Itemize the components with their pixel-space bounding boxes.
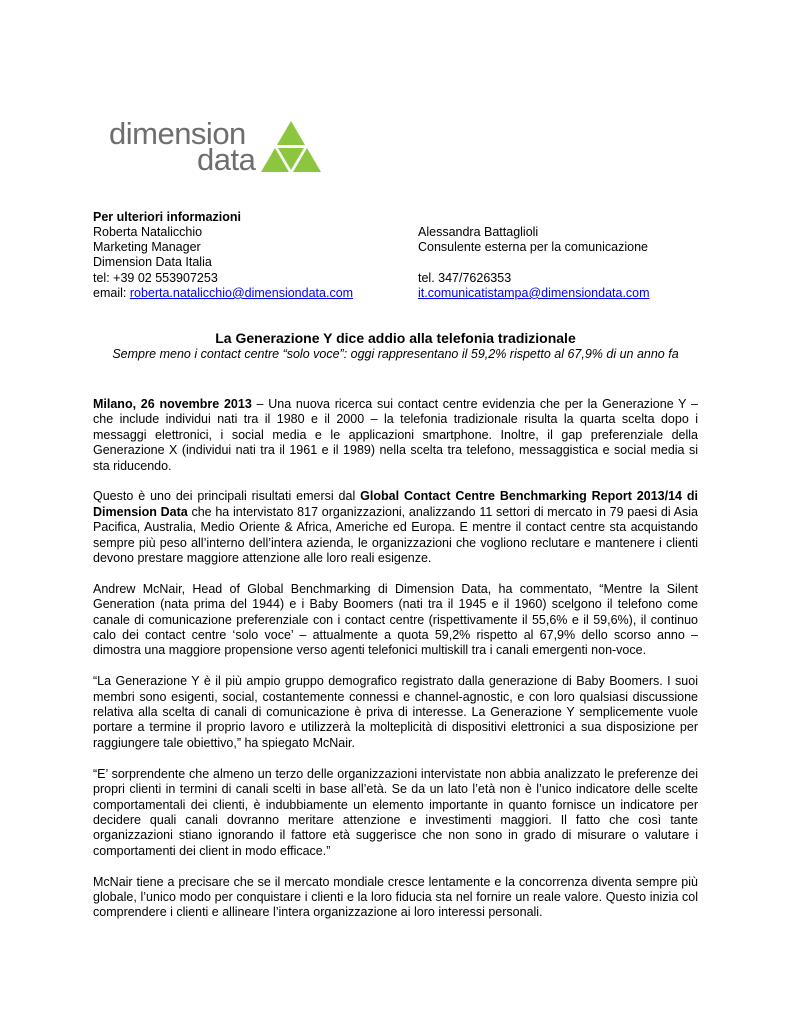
paragraph-2-post: che ha intervistato 817 organizzazioni, analizzando 11 settori di mercato in 79 paesi di Asia Pacifica, Australia, Medio Oriente & Africa, Americhe ed Europa. E mentre il contact centre sta acquistando sempre più peso all’interno dell’intera azienda, le organizzazioni che vogliono reclutare e mantenere i clienti devono prestare maggiore attenzione alle loro reali esigenze. [93,504,698,566]
contact-left-email-link[interactable]: roberta.natalicchio@dimensiondata.com [129,285,354,300]
paragraph-6: McNair tiene a precisare che se il mercato mondiale cresce lentamente e la concorrenza diventa sempre più globale, l’unico modo per conquistare i clienti e la loro fiducia sta nel fornire un reale valore. Questo inizia col comprendere i clienti e allineare l’intera organizzazione ai loro interessi personali. [93,874,698,920]
paragraph-2 [93,489,698,566]
paragraph-4: “La Generazione Y è il più ampio gruppo demografico registrato dalla generazione di Baby Boomers. I suoi membri sono esigenti, social, costantemente connessi e channel-agnostic, e con loro qualsiasi discussione relativa alla scelta di canali di comunicazione è priva di interesse. La Generazione Y semplicemente vuole portare a termine il proprio lavoro e utilizzerà la molteplicità di dispositivi elettronici a sua disposizione per raggiungere tale obiettivo,” ha spiegato McNair. [93,674,698,750]
contact-right-role: Consulente esterna per la comunicazione [418,240,648,255]
contact-left-email-label: email: [93,285,130,300]
paragraph-5: “E’ sorprendente che almeno un terzo delle organizzazioni intervistate non abbia analizzato le preferenze dei propri clienti in termini di canali scelti in base all’età. Se da un lato l’età non è l’unico indicatore delle scelte comportamentali dei clienti, è indubbiamente un elemento importante in quanto fornisce un indicatore per decidere quali canali dovranno meritare attenzione e investimenti maggiori. Il fatto che così tante organizzazioni stiano ignorando il fattore età suggerisce che non sono in grado di misurare o valutare i comportamenti dei client in modo efficace.” [93,766,698,858]
contact-left-email-row [93,286,353,301]
press-release-title: La Generazione Y dice addio alla telefonia tradizionale [215,330,576,346]
press-contacts [93,210,713,300]
contact-right-name: Alessandra Battaglioli [418,225,539,239]
paragraph-1 [93,397,698,474]
logo-word-dimension: dimension [109,116,246,151]
contact-right [418,225,650,301]
logo-word-data: data [197,142,256,177]
contact-right-spacer [418,255,650,270]
press-release-subtitle: Sempre meno i contact centre “solo voce”: oggi rappresentano il 59,2% rispetto al 67,9% di un anno fa [112,347,679,361]
contact-left-name: Roberta Natalicchio [93,225,203,239]
paragraph-1-text: – Una nuova ricerca sui contact centre evidenzia che per la Generazione Y – che include individui nati tra il 1980 e il 2000 – la telefonia tradizionale risulta la quarta scelta dopo i messaggi elettronici, i social media e le applicazioni smartphone. Inoltre, il gap preferenziale della Generazione X (individui nati tra il 1961 e il 1989) nella scelta tra telefono, messaggistica e social media si sta riducendo. [93,397,698,473]
dateline: Milano, 26 novembre 2013 [93,397,252,411]
triangle-icon [254,121,328,175]
press-release-body [93,397,698,936]
company-logo [106,117,336,179]
contact-left [93,225,353,301]
contact-left-company: Dimension Data Italia [93,255,212,270]
contact-right-email-link[interactable]: it.comunicatistampa@dimensiondata.com [418,285,650,300]
paragraph-3: Andrew McNair, Head of Global Benchmarking di Dimension Data, ha commentato, “Mentre la Silent Generation (nata prima del 1944) e i Baby Boomers (nati tra il 1945 e il 1960) scelgono il telefono come canale di comunicazione preferenziale con i contact centre (rispettivamente il 55,6% e il 59,6%), il continuo calo dei contact centre ‘solo voce’ – attualmente a quota 59,2% rispetto al 67,9% dello scorso anno – dimostra una maggiore propensione verso agenti telefonici multiskill tra i canali emergenti non-voce. [93,581,698,658]
paragraph-2-pre: Questo è uno dei principali risultati emersi dal [93,489,361,504]
contact-left-phone: tel: +39 02 553907253 [93,270,218,285]
report-name: Global Contact Centre Benchmarking Report 2013/14 di Dimension Data [93,489,699,519]
contact-left-role: Marketing Manager [93,240,201,255]
contacts-heading: Per ulteriori informazioni [93,210,241,224]
contact-right-phone: tel. 347/7626353 [418,270,512,285]
contact-right-email-row [418,286,650,301]
